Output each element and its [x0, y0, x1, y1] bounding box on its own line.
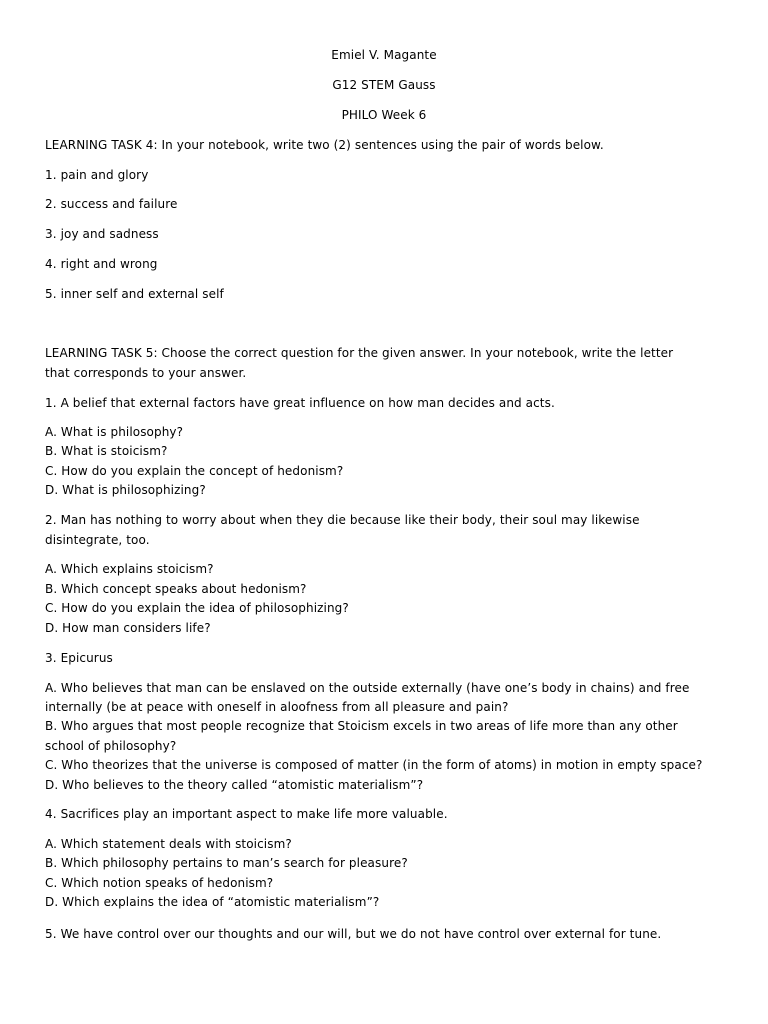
task4-item: 1. pain and glory	[45, 168, 149, 182]
question-3-option: internally (be at peace with oneself in aloofness from all pleasure and pain?	[45, 700, 509, 714]
task4-item: 3. joy and sadness	[45, 227, 159, 241]
question-2-option: A. Which explains stoicism?	[45, 562, 214, 576]
question-3-option: A. Who believes that man can be enslaved on the outside externally (have one’s body in chains) and free	[45, 681, 690, 695]
question-2-option: D. How man considers life?	[45, 621, 211, 635]
question-3-prompt: 3. Epicurus	[45, 651, 113, 665]
question-1-prompt: 1. A belief that external factors have great influence on how man decides and acts.	[45, 396, 555, 410]
question-4-option: C. Which notion speaks of hedonism?	[45, 876, 274, 890]
question-3-option: C. Who theorizes that the universe is composed of matter (in the form of atoms) in motion in empty space?	[45, 758, 703, 772]
student-name: Emiel V. Magante	[331, 48, 437, 62]
question-2-prompt: 2. Man has nothing to worry about when they die because like their body, their soul may likewise	[45, 513, 640, 527]
question-2-prompt: disintegrate, too.	[45, 533, 150, 547]
question-3-option: B. Who argues that most people recognize that Stoicism excels in two areas of life more than any other	[45, 719, 678, 733]
question-3-option: school of philosophy?	[45, 739, 177, 753]
task4-instruction: LEARNING TASK 4: In your notebook, write two (2) sentences using the pair of words below.	[45, 138, 604, 152]
task4-item: 2. success and failure	[45, 197, 178, 211]
task5-instruction: LEARNING TASK 5: Choose the correct question for the given answer. In your notebook, write the letter	[45, 346, 674, 360]
subject-week: PHILO Week 6	[341, 108, 427, 122]
question-1-option: D. What is philosophizing?	[45, 483, 206, 497]
question-1-option: B. What is stoicism?	[45, 444, 168, 458]
question-4-option: B. Which philosophy pertains to man’s search for pleasure?	[45, 856, 408, 870]
question-5-prompt: 5. We have control over our thoughts and our will, but we do not have control over external for tune.	[45, 927, 662, 941]
question-2-option: B. Which concept speaks about hedonism?	[45, 582, 307, 596]
question-3-option: D. Who believes to the theory called “atomistic materialism”?	[45, 778, 424, 792]
task4-item: 4. right and wrong	[45, 257, 158, 271]
task5-instruction: that corresponds to your answer.	[45, 366, 247, 380]
task4-item: 5. inner self and external self	[45, 287, 224, 301]
question-2-option: C. How do you explain the idea of philosophizing?	[45, 601, 349, 615]
question-4-option: D. Which explains the idea of “atomistic materialism”?	[45, 895, 380, 909]
question-4-prompt: 4. Sacrifices play an important aspect to make life more valuable.	[45, 807, 448, 821]
student-section: G12 STEM Gauss	[332, 78, 436, 92]
question-4-option: A. Which statement deals with stoicism?	[45, 837, 292, 851]
question-1-option: A. What is philosophy?	[45, 425, 184, 439]
question-1-option: C. How do you explain the concept of hedonism?	[45, 464, 344, 478]
